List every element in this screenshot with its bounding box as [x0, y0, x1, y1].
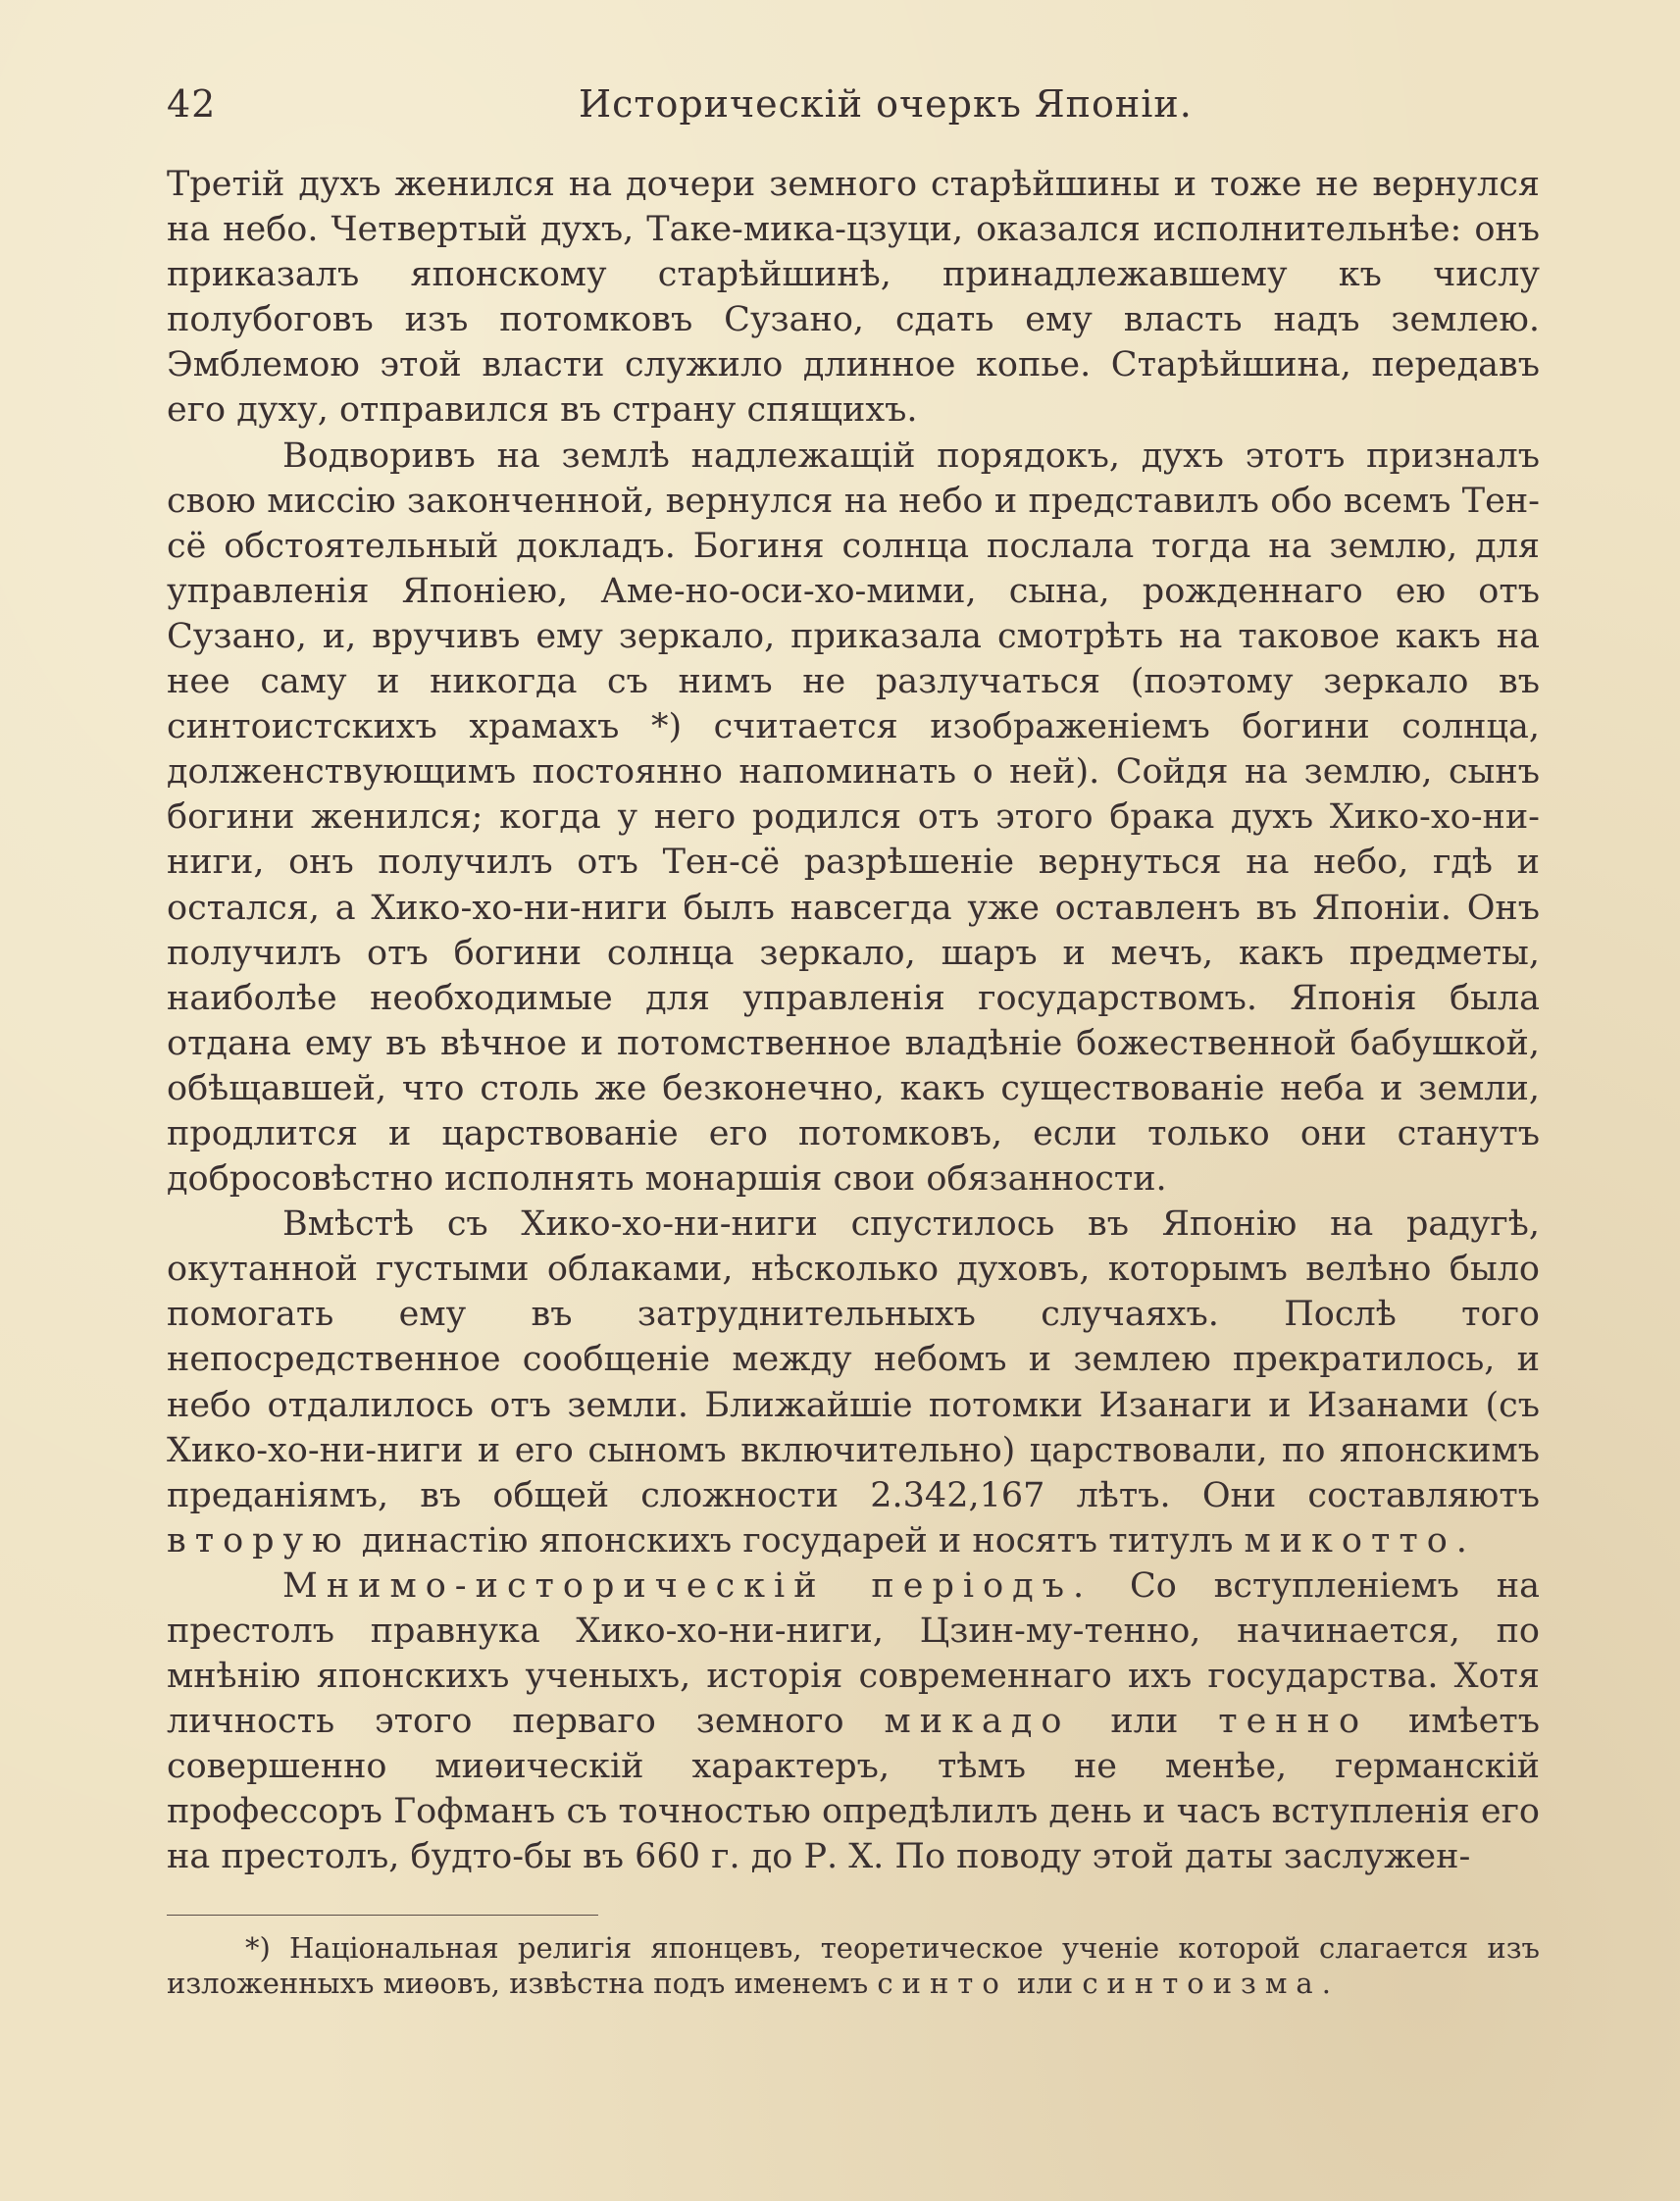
body-text — [167, 162, 1540, 1880]
spaced-word-mikado: микадо — [884, 1702, 1071, 1742]
paragraph-4-text-a: Со вступленіемъ на престолъ правнука Хико-хо-ни-ниги, Цзин-му-тенно, начинается, по мнѣнію японскихъ ученыхъ, исторія современнаго ихъ государства. Хотя личность этого перваго земного — [167, 1565, 1541, 1742]
paragraph-4-text-c: имѣетъ совершенно миѳическій характеръ, тѣмъ не менѣе, германскій профессоръ Гофманъ съ точностью опредѣлилъ день и часъ вступленія его на престолъ, будто-бы въ 660 г. до Р. Х. По поводу этой даты заслужен- — [167, 1702, 1540, 1877]
paragraph-3 — [167, 1202, 1540, 1563]
paragraph-4 — [167, 1563, 1540, 1880]
spaced-word-tenno: тенно — [1218, 1702, 1369, 1742]
spaced-word-sintoizma: синтоизма. — [1082, 1967, 1340, 2000]
running-head: Историческій очеркъ Японіи. — [579, 82, 1193, 126]
page-number: 42 — [167, 82, 217, 126]
spaced-word-sinto: синто — [877, 1967, 1008, 2000]
footnote-divider — [167, 1915, 598, 1916]
spaced-word-vtoruyu: вторую — [167, 1520, 351, 1561]
paragraph-4-text-b: или — [1110, 1702, 1179, 1742]
paragraph-1: Третій духъ женился на дочери земного старѣйшины и тоже не вернулся на небо. Четвертый духъ, Таке-мика-цзуци, оказался исполнительнѣе: онъ приказалъ японскому старѣйшинѣ, принадлежавшему къ числу полубоговъ изъ потомковъ Сузано, сдать ему власть надъ землею. Эмблемою этой власти служило длинное копье. Старѣйшина, передавъ его духу, отправился въ страну спящихъ. — [167, 165, 1540, 431]
footnote-text: *) Національная религія японцевъ, теоретическое ученіе которой слагается изъ изложенныхъ миѳовъ, извѣстна подъ именемъ — [167, 1931, 1540, 2000]
footnote-middle: или — [1017, 1967, 1074, 2000]
paragraph-3-text-b: династію японскихъ государей и носятъ титулъ — [361, 1520, 1234, 1561]
footnote-paragraph — [167, 1930, 1540, 2001]
paragraph-2: Водворивъ на землѣ надлежащій порядокъ, духъ этотъ призналъ свою миссію законченной, вернулся на небо и представилъ обо всемъ Тен-сё обстоятельный докладъ. Богиня солнца послала тогда на землю, для управленія Японіею, Аме-но-оси-хо-мими, сына, рожденнаго ею отъ Сузано, и, вручивъ ему зеркало, приказала смотрѣть на таковое какъ на нее саму и никогда съ нимъ не разлучаться (поэтому зеркало въ синтоистскихъ храмахъ *) считается изображеніемъ богини солнца, долженствующимъ постоянно напоминать о ней). Сойдя на землю, сынъ богини женился; когда у него родился отъ этого брака духъ Хико-хо-ни-ниги, онъ получилъ отъ Тен-сё разрѣшеніе вернуться на небо, гдѣ и остался, а Хико-хо-ни-ниги былъ навсегда уже оставленъ въ Японіи. Онъ получилъ отъ богини солнца зеркало, шаръ и мечъ, какъ предметы, наиболѣе необходимые для управленія государствомъ. Японія была отдана ему въ вѣчное и потомственное владѣніе божественной бабушкой, обѣщавшей, что столь же безконечно, какъ существованіе неба и земли, продлится и царствованіе его потомковъ, если только они станутъ добросовѣстно исполнять монаршія свои обязанности. — [167, 435, 1540, 1200]
footnote — [167, 1930, 1540, 2001]
paragraph-3-text-a: Вмѣстѣ съ Хико-хо-ни-ниги спустилось въ Японію на радугѣ, окутанной густыми облаками, нѣсколько духовъ, которымъ велѣно было помогать ему въ затруднительныхъ случаяхъ. Послѣ того непосредственное сообщеніе между небомъ и землею прекратилось, и небо отдалилось отъ земли. Ближайшіе потомки Изанаги и Изанами (съ Хико-хо-ни-ниги и его сыномъ включительно) царствовали, по японскимъ преданіямъ, въ общей сложности 2.342,167 лѣтъ. Они составляютъ — [167, 1204, 1540, 1515]
page-header — [167, 82, 1540, 131]
section-heading-pseudo-historical-period: Мнимо-историческій періодъ. — [282, 1565, 1094, 1606]
spaced-word-mikotto: микотто. — [1244, 1520, 1476, 1561]
